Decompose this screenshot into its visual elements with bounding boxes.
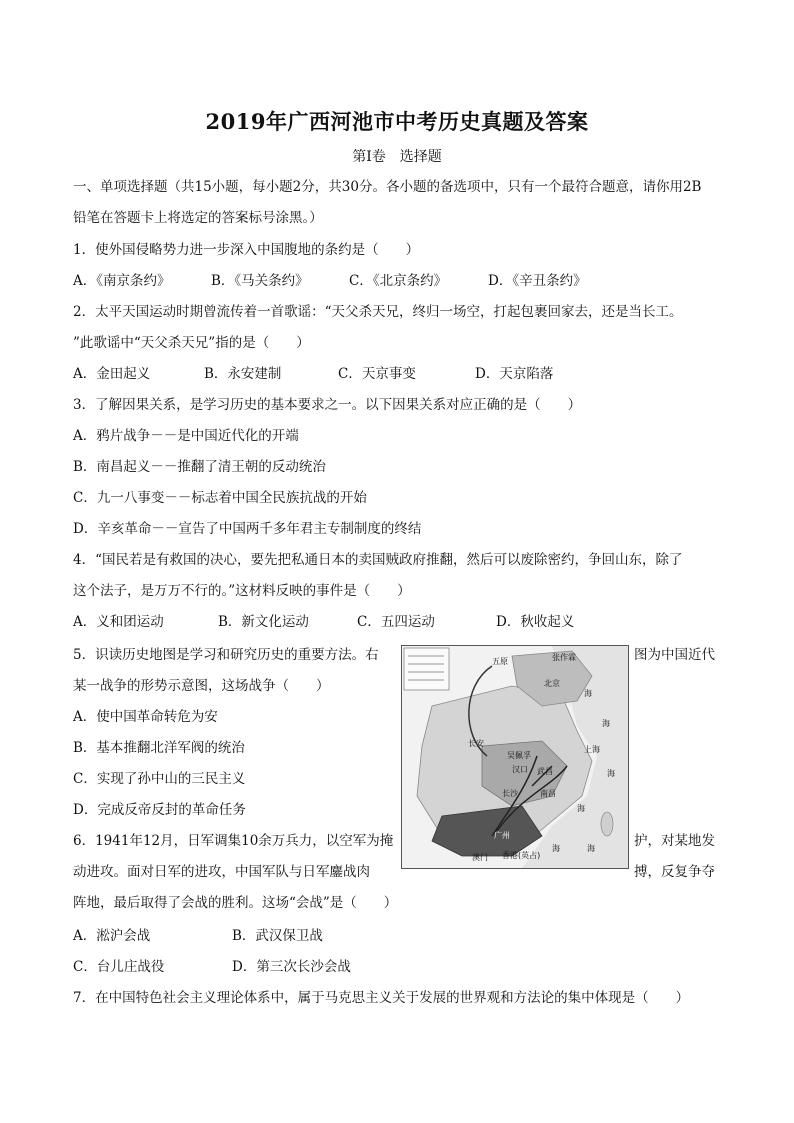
q4-option-c: C．五四运动	[357, 614, 435, 630]
map-graphic	[402, 646, 628, 868]
map-label-beijing: 北京	[544, 679, 560, 688]
map-label-sea-3: 海	[607, 769, 615, 778]
question-7-stem: 7．在中国特色社会主义理论体系中，属于马克思主义关于发展的世界观和方法论的集中体现是（ ）	[73, 990, 690, 1006]
instructions-line-1: 一、单项选择题（共15小题，每小题2分，共30分。各小题的备选项中，只有一个最符合题意，请你用2B	[73, 179, 702, 195]
q5-option-a: A．使中国革命转危为安	[73, 709, 218, 725]
q1-option-a: A．《南京条约》	[73, 273, 171, 289]
map-label-nanchang: 南昌	[540, 789, 556, 798]
map-label-changan: 长安	[468, 739, 484, 748]
q6-option-c: C．台儿庄战役	[73, 959, 165, 975]
map-label-changsha: 长沙	[502, 789, 518, 798]
q6-option-a: A．淞沪会战	[73, 928, 151, 944]
map-label-hongkong: 香港(英占)	[502, 851, 541, 860]
q3-option-d: D．辛亥革命－－宣告了中国两千多年君主专制制度的终结	[73, 521, 422, 537]
question-4-stem-line-2: 这个法子，是万万不行的。”这材料反映的事件是（ ）	[73, 583, 411, 599]
q1-option-b: B．《马关条约》	[211, 273, 309, 289]
question-5-stem-line-2: 某一战争的形势示意图，这场战争（ ）	[73, 678, 330, 694]
q2-option-b: B．永安建制	[204, 366, 282, 382]
q6-option-d: D．第三次长沙会战	[232, 959, 351, 975]
question-5-stem-line-1b: 图为中国近代	[634, 647, 715, 663]
q1-option-d: D．《辛丑条约》	[488, 273, 587, 289]
q2-option-a: A．金田起义	[73, 366, 151, 382]
question-6-stem-line-1a: 6．1941年12月，日军调集10余万兵力，以空军为掩	[73, 833, 394, 849]
question-1-stem: 1．使外国侵略势力进一步深入中国腹地的条约是（ ）	[73, 242, 420, 258]
map-label-wupeifu: 吴佩孚	[507, 751, 531, 760]
question-6-stem-line-2b: 搏，反复争夺	[634, 864, 715, 880]
q3-option-b: B．南昌起义－－推翻了清王朝的反动统治	[73, 459, 326, 475]
question-6-stem-line-1b: 护，对某地发	[634, 833, 715, 849]
q2-option-c: C．天京事变	[338, 366, 416, 382]
question-5-stem-line-1a: 5．识读历史地图是学习和研究历史的重要方法。右	[73, 647, 379, 663]
question-6-stem-line-3: 阵地，最后取得了会战的胜利。这场“会战”是（ ）	[73, 895, 398, 911]
map-label-wuyuan: 五原	[492, 657, 508, 666]
q2-option-d: D．天京陷落	[475, 366, 554, 382]
war-situation-map	[401, 645, 629, 869]
q6-option-b: B．武汉保卫战	[232, 928, 323, 944]
instructions-line-2: 铅笔在答题卡上将选定的答案标号涂黑。）	[73, 210, 323, 226]
map-label-sea-5: 海	[552, 844, 560, 853]
q4-option-b: B．新文化运动	[218, 614, 309, 630]
map-label-guangzhou: 广州	[494, 831, 510, 840]
exam-title: 2019年广西河池市中考历史真题及答案	[205, 109, 589, 134]
section-heading: 第Ⅰ卷 选择题	[352, 149, 442, 165]
question-6-stem-line-2a: 动进攻。面对日军的进攻，中国军队与日军鏖战肉	[73, 864, 370, 880]
q5-option-c: C．实现了孙中山的三民主义	[73, 771, 246, 787]
map-label-sea-6: 海	[587, 844, 595, 853]
question-4-stem-line-1: 4．“国民若是有救国的决心，要先把私通日本的卖国贼政府推翻，然后可以废除密约，争回山东，除了	[73, 552, 683, 568]
map-label-wuchang: 武昌	[537, 767, 553, 776]
q4-option-a: A．义和团运动	[73, 614, 164, 630]
map-label-hankou: 汉口	[512, 765, 528, 774]
q3-option-c: C．九一八事变－－标志着中国全民族抗战的开始	[73, 490, 367, 506]
map-label-sea-1: 海	[584, 689, 592, 698]
map-label-zhangzuolin: 张作霖	[552, 653, 576, 662]
map-label-sea-4: 海	[577, 804, 585, 813]
q5-option-d: D．完成反帝反封的革命任务	[73, 802, 246, 818]
question-3-stem: 3．了解因果关系，是学习历史的基本要求之一。以下因果关系对应正确的是（ ）	[73, 397, 582, 413]
map-label-shanghai: 上海	[584, 745, 600, 754]
map-label-sea-2: 海	[602, 719, 610, 728]
q3-option-a: A．鸦片战争－－是中国近代化的开端	[73, 428, 299, 444]
question-2-stem-line-1: 2．太平天国运动时期曾流传着一首歌谣：“天父杀天兄，终归一场空，打起包裹回家去，还是当长工。	[73, 304, 683, 320]
q5-option-b: B．基本推翻北洋军阀的统治	[73, 740, 245, 756]
question-2-stem-line-2: ”此歌谣中“天父杀天兄”指的是（ ）	[73, 335, 310, 351]
q1-option-c: C．《北京条约》	[349, 273, 448, 289]
map-label-macau: 澳门	[472, 853, 488, 862]
q4-option-d: D．秋收起义	[496, 614, 575, 630]
